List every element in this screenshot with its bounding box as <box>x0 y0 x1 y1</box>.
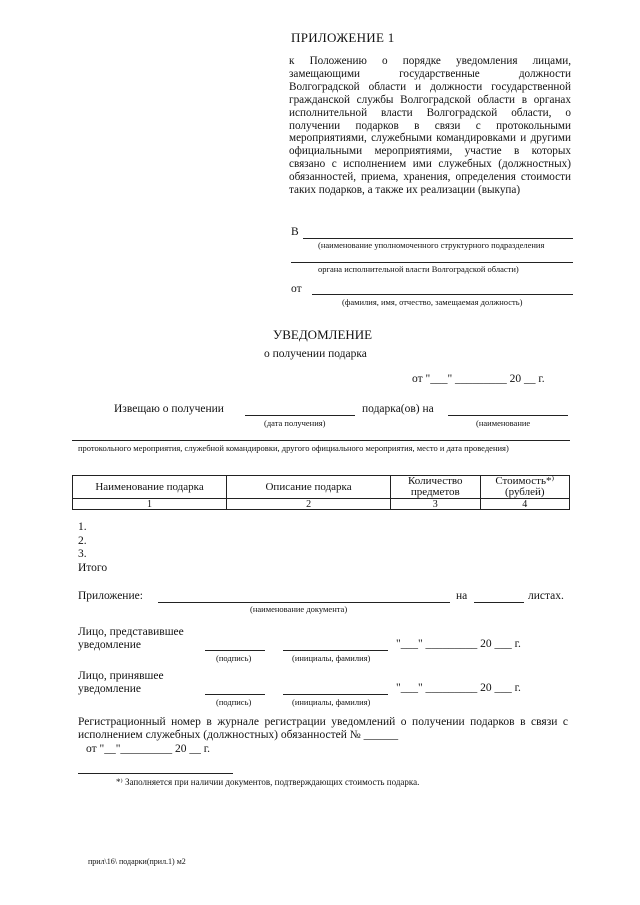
table-header-cell: Описание подарка <box>227 476 391 499</box>
receiver-name-line <box>283 694 388 695</box>
footer-file-path: прил\16\ подарки(прил.1) м2 <box>88 857 186 866</box>
notice-date: от "___" _________ 20 __ г. <box>412 373 545 385</box>
table-header-cell: Стоимость*⁾ (рублей) <box>480 476 569 499</box>
notice-subtitle: о получении подарка <box>264 348 367 360</box>
notice-title: УВЕДОМЛЕНИЕ <box>273 327 373 342</box>
attachment-hint: (наименование документа) <box>250 604 348 614</box>
submitter-label: Лицо, представившее уведомление <box>78 626 184 651</box>
submitter-sign-line <box>205 650 265 651</box>
table-header-cell: Количество предметов <box>391 476 480 499</box>
table-header-cell: Наименование подарка <box>73 476 227 499</box>
to-hint-2: органа исполнительной власти Волгоградской области) <box>318 264 519 274</box>
appendix-title: ПРИЛОЖЕНИЕ 1 <box>291 30 395 45</box>
from-line <box>312 294 573 295</box>
appendix-body: к Положению о порядке уведомления лицами, замещающими государственные должности Волгоградской области и должности государственной гражданской службы Волгоградской области в органах исполнительной власти Волгоградской области, о получении подарков в связи с протокольными мероприятиями, служебными командировками и другими официальными мероприятиями, участие в которых связано с исполнением ими служебных (должностных) обязанностей, приема, хранения, определения стоимости таких подарков, а также их реализации (выкупа) <box>289 55 571 197</box>
receiver-hint-sign: (подпись) <box>216 697 252 707</box>
list-item: 2. <box>78 534 87 547</box>
submitter-hint-sign: (подпись) <box>216 653 252 663</box>
attachment-label: Приложение: <box>78 590 143 602</box>
receiver-label: Лицо, принявшее уведомление <box>78 670 164 695</box>
attachment-sheets: листах. <box>528 590 564 602</box>
submitter-hint-name: (инициалы, фамилия) <box>292 653 371 663</box>
list-item: 1. <box>78 521 87 533</box>
table-number-cell: 4 <box>480 499 569 510</box>
table-number-row <box>73 499 570 510</box>
to-label: В <box>291 226 299 238</box>
gift-table <box>72 475 570 510</box>
inform-text-2: подарка(ов) на <box>362 403 434 415</box>
submitter-date: "___" _________ 20 ___ г. <box>396 638 521 650</box>
from-hint: (фамилия, имя, отчество, замещаемая должность) <box>342 297 523 307</box>
table-header-row <box>73 476 570 499</box>
submitter-name-line <box>283 650 388 651</box>
inform-text-1: Извещаю о получении <box>114 403 224 415</box>
item-list <box>78 521 107 575</box>
registration-date: от "__"_________ 20 __ г. <box>86 743 211 755</box>
registration-text: Регистрационный номер в журнале регистрации уведомлений о получении подарков в связи с исполнением служебных (должностных) обязанностей № ______ <box>78 716 568 741</box>
hint-date-received: (дата получения) <box>264 418 326 428</box>
footnote-separator <box>78 773 233 774</box>
to-hint-1: (наименование уполномоченного структурного подразделения <box>318 240 545 250</box>
from-label: от <box>291 283 302 295</box>
list-item: Итого <box>78 561 108 574</box>
footnote-text: *⁾ Заполняется при наличии документов, подтверждающих стоимость подарка. <box>116 777 420 787</box>
name-line <box>448 415 568 416</box>
attachment-line <box>158 602 450 603</box>
date-received-line <box>245 415 355 416</box>
table-number-cell: 2 <box>227 499 391 510</box>
hint-name: (наименование <box>476 418 531 428</box>
receiver-date: "___" _________ 20 ___ г. <box>396 682 521 694</box>
table-number-cell: 1 <box>73 499 227 510</box>
list-item: 3. <box>78 548 87 560</box>
sheets-line <box>474 602 524 603</box>
attachment-on: на <box>456 590 468 602</box>
receiver-hint-name: (инициалы, фамилия) <box>292 697 371 707</box>
event-line <box>72 440 570 441</box>
table-number-cell: 3 <box>391 499 480 510</box>
hint-event: протокольного мероприятия, служебной командировки, другого официального мероприятия, место и дата проведения) <box>78 443 509 453</box>
to-line-2 <box>291 262 573 263</box>
to-line <box>303 238 573 239</box>
receiver-sign-line <box>205 694 265 695</box>
